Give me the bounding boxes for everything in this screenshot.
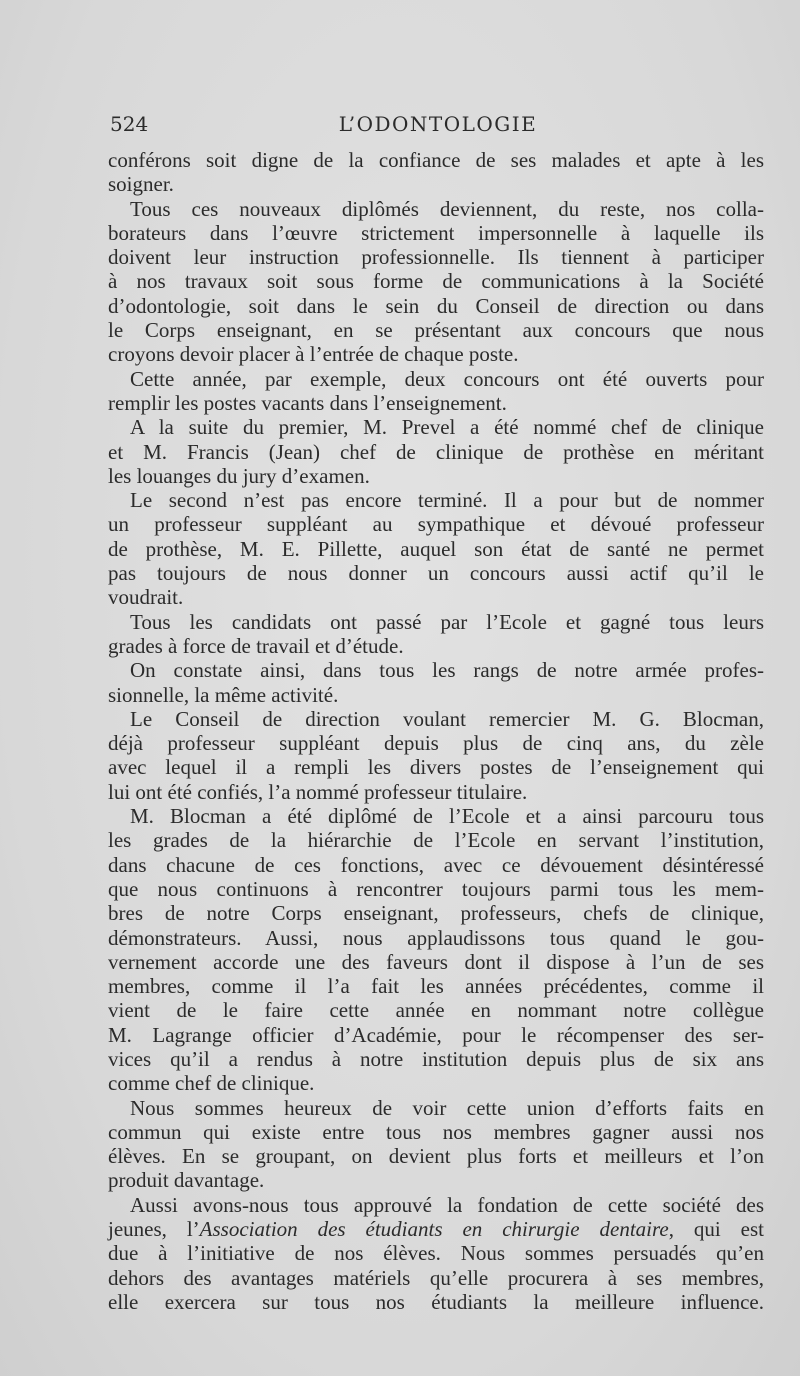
text-line: les grades de la hiérarchie de l’Ecole en servant l’institution, [108, 828, 764, 853]
text-line: d’odontologie, soit dans le sein du Conseil de direction ou dans [108, 293, 764, 318]
text-line: A la suite du premier, M. Prevel a été nommé chef de clinique [130, 415, 764, 440]
text-line: déjà professeur suppléant depuis plus de cinq ans, du zèle [108, 731, 764, 756]
text-line: un professeur suppléant au sympathique et dévoué professeur [108, 512, 764, 537]
text-line: les louanges du jury d’examen. [108, 463, 370, 488]
text-line: le Corps enseignant, en se présentant aux concours que nous [108, 318, 764, 343]
text-line: doivent leur instruction professionnelle. Ils tiennent à participer [108, 245, 764, 270]
text-line: Aussi avons-nous tous approuvé la fondation de cette société des [130, 1192, 764, 1217]
text-line: M. Lagrange officier d’Académie, pour le récompenser des ser- [108, 1022, 764, 1047]
body-text [108, 148, 764, 1314]
text-line: avec lequel il a rempli les divers postes de l’enseignement qui [108, 755, 764, 780]
text-line: Nous sommes heureux de voir cette union d’efforts faits en [130, 1095, 764, 1120]
text-line: bres de notre Corps enseignant, professeurs, chefs de clinique, [108, 901, 764, 926]
text-line: voudrait. [108, 585, 184, 610]
text-line: borateurs dans l’œuvre strictement impersonnelle à laquelle ils [108, 220, 764, 245]
text-line: Le second n’est pas encore terminé. Il a pour but de nommer [130, 488, 764, 513]
text-line: croyons devoir placer à l’entrée de chaque poste. [108, 342, 519, 367]
text-line: élèves. En se groupant, on devient plus forts et meilleurs et l’on [108, 1144, 764, 1169]
text-line: vient de le faire cette année en nommant notre collègue [108, 998, 764, 1023]
text-line: produit davantage. [108, 1168, 265, 1193]
text-line: que nous continuons à rencontrer toujours parmi tous les mem- [108, 876, 764, 901]
text-line: dans chacune de ces fonctions, avec ce dévouement désintéressé [108, 852, 764, 877]
text-line: à nos travaux soit sous forme de communications à la Société [108, 269, 764, 294]
text-line: On constate ainsi, dans tous les rangs de notre armée profes- [130, 658, 764, 683]
text-line: elle exercera sur tous nos étudiants la meilleure influence. [108, 1289, 764, 1314]
running-title: L’ODONTOLOGIE [338, 112, 538, 136]
text-line: M. Blocman a été diplômé de l’Ecole et a ainsi parcouru tous [130, 804, 764, 829]
text-line: vices qu’il a rendus à notre institution depuis plus de six ans [108, 1046, 764, 1071]
page-number: 524 [110, 112, 149, 136]
text-line: et M. Francis (Jean) chef de clinique de prothèse en méritant [108, 439, 764, 464]
text-line: grades à force de travail et d’étude. [108, 633, 404, 658]
text-line: lui ont été confiés, l’a nommé professeur titulaire. [108, 779, 528, 804]
text-line: pas toujours de nous donner un concours aussi actif qu’il le [108, 561, 764, 586]
text-line: dehors des avantages matériels qu’elle procurera à ses membres, [108, 1265, 764, 1290]
text-line: membres, comme il l’a fait les années précédentes, comme il [108, 974, 764, 999]
text-line: remplir les postes vacants dans l’enseignement. [108, 390, 507, 415]
text-line: sionnelle, la même activité. [108, 682, 339, 707]
text-line: soigner. [108, 172, 174, 197]
text-line: Tous ces nouveaux diplômés deviennent, du reste, nos colla- [130, 196, 764, 221]
text-line: démonstrateurs. Aussi, nous applaudissons tous quand le gou- [108, 925, 764, 950]
text-line: vernement accorde une des faveurs dont il dispose à l’un de ses [108, 949, 764, 974]
text-line: comme chef de clinique. [108, 1071, 315, 1096]
text-line: de prothèse, M. E. Pillette, auquel son état de santé ne permet [108, 536, 764, 561]
text-line: due à l’initiative de nos élèves. Nous sommes persuadés qu’en [108, 1241, 764, 1266]
text-line: Tous les candidats ont passé par l’Ecole et gagné tous leurs [130, 609, 764, 634]
text-line: conférons soit digne de la confiance de ses malades et apte à les [108, 148, 764, 172]
text-line: jeunes, l’Association des étudiants en chirurgie dentaire, qui est [108, 1217, 764, 1242]
text-line: Cette année, par exemple, deux concours ont été ouverts pour [130, 366, 764, 391]
page-header [110, 112, 766, 142]
text-line: Le Conseil de direction voulant remercier M. G. Blocman, [130, 706, 764, 731]
text-line: commun qui existe entre tous nos membres gagner aussi nos [108, 1119, 764, 1144]
